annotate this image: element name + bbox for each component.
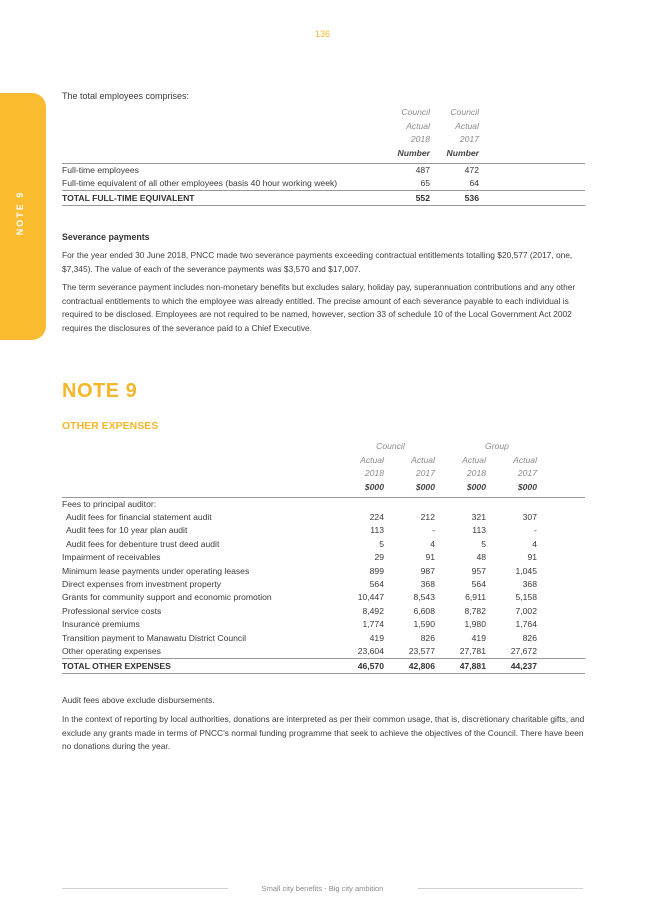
table-cell: - <box>432 525 435 536</box>
table-cell: 1,590 <box>413 619 435 630</box>
table-cell: 472 <box>464 164 479 175</box>
table-cell: 48 <box>476 552 486 563</box>
table-cell: 4 <box>430 538 435 549</box>
column-unit: $000 <box>517 481 537 492</box>
table-cell: 1,980 <box>464 619 486 630</box>
table-cell: 1,774 <box>362 619 384 630</box>
table-cell: 64 <box>469 177 479 188</box>
total-cell: 552 <box>415 193 430 204</box>
table-row-label: Professional service costs <box>62 605 162 616</box>
note9-paragraph-1: Audit fees above exclude disbursements. <box>62 695 215 705</box>
column-header: 2017 <box>415 467 435 478</box>
side-tab-label: NOTE 9 <box>15 190 25 236</box>
table-cell: 8,543 <box>413 592 435 603</box>
total-cell: 46,570 <box>357 661 384 672</box>
table-row-label: Audit fees for 10 year plan audit <box>66 525 188 536</box>
table-cell: 6,608 <box>413 605 435 616</box>
column-header: 2018 <box>466 467 486 478</box>
table-row-label: Minimum lease payments under operating leases <box>62 565 250 576</box>
employees-intro: The total employees comprises: <box>62 91 190 101</box>
table-row-label: Audit fees for financial statement audit <box>66 511 212 522</box>
table-cell: 419 <box>369 632 384 643</box>
table-cell: 564 <box>369 579 384 589</box>
table-cell: 113 <box>472 525 486 536</box>
table-cell: - <box>534 525 537 536</box>
table-cell: 368 <box>522 579 537 589</box>
total-cell: 47,881 <box>459 661 486 672</box>
table-cell: 6,911 <box>465 592 486 603</box>
side-tab <box>0 93 46 340</box>
table-cell: 564 <box>471 579 486 589</box>
emp-header: 2018 <box>410 133 430 144</box>
table-row-label: Other operating expenses <box>62 646 161 657</box>
table-cell: 224 <box>369 511 384 522</box>
table-cell: 368 <box>420 579 435 589</box>
table-cell: 212 <box>420 511 435 522</box>
total-label: TOTAL OTHER EXPENSES <box>62 661 171 672</box>
column-header: Actual <box>462 454 486 465</box>
total-cell: 42,806 <box>408 661 435 672</box>
total-label: TOTAL FULL-TIME EQUIVALENT <box>62 193 195 204</box>
column-unit: $000 <box>364 481 384 492</box>
table-cell: 826 <box>420 632 435 643</box>
table-cell: 91 <box>425 552 435 563</box>
column-unit: $000 <box>415 481 435 492</box>
table-cell: 10,447 <box>357 592 384 603</box>
emp-header: Council <box>450 107 479 118</box>
note-subtitle: OTHER EXPENSES <box>62 420 159 432</box>
table-row-label: Impairment of receivables <box>62 552 161 563</box>
column-header: Actual <box>360 454 384 465</box>
emp-header: 2017 <box>459 133 479 144</box>
table-cell: 27,672 <box>510 646 537 657</box>
table-cell: 987 <box>420 565 435 576</box>
table-row-label: Grants for community support and economic promotion <box>62 592 272 603</box>
table-row-label: Transition payment to Manawatu District Council <box>62 632 247 643</box>
employees-table <box>62 106 585 206</box>
table-cell: 91 <box>527 552 537 563</box>
table-cell: 23,577 <box>408 646 435 657</box>
column-header: 2018 <box>364 467 384 478</box>
footer-text: Small city benefits - Big city ambition <box>261 884 384 893</box>
fees-heading: Fees to principal auditor: <box>62 498 157 509</box>
table-cell: 826 <box>522 632 537 643</box>
severance-title: Severance payments <box>62 232 150 242</box>
emp-header-unit: Number <box>446 147 479 158</box>
group-header-council: Council <box>376 441 405 452</box>
table-cell: 957 <box>471 565 486 576</box>
page-number: 136 <box>314 29 331 39</box>
table-row-label: Direct expenses from investment property <box>62 579 222 589</box>
table-cell: 321 <box>471 511 486 522</box>
column-header: Actual <box>411 454 435 465</box>
table-cell: 23,604 <box>357 646 384 657</box>
table-cell: 307 <box>522 511 537 522</box>
table-cell: 113 <box>370 525 384 536</box>
note9-paragraph-2: In the context of reporting by local authorities, donations are interpreted as per their common usage, that is, discretionary charitable gifts, and exclude any grants made in terms of PNCC’s normal funding programme that seek to achieve the objectives of the Council. There have been no donations during the year. <box>62 714 585 752</box>
table-cell: 4 <box>532 538 537 549</box>
emp-header: Actual <box>455 120 479 131</box>
table-cell: 5 <box>481 538 486 549</box>
table-cell: 65 <box>420 177 430 188</box>
table-cell: 1,764 <box>515 619 537 630</box>
emp-header: Actual <box>406 120 430 131</box>
table-row-label: Full-time employees <box>62 164 139 175</box>
total-cell: 44,237 <box>510 661 537 672</box>
severance-paragraph-2: The term severance payment includes non-monetary benefits but excludes salary, holiday pay, superannuation contributions and any other contractual entitlements to which the employee was already entitled. The precise amount of each severance payable to each individual is required to be disclosed. Employees are not required to be named, however, section 33 of schedule 10 of the Local Government Act 2002 requires the disclosures of the severance paid to a Chief Executive. <box>62 282 576 333</box>
table-cell: 27,781 <box>459 646 486 657</box>
table-cell: 899 <box>369 565 384 576</box>
table-cell: 8,782 <box>464 605 486 616</box>
table-cell: 5 <box>379 538 384 549</box>
table-cell: 487 <box>415 164 430 175</box>
table-cell: 5,158 <box>515 592 537 603</box>
column-header: 2017 <box>517 467 537 478</box>
table-cell: 29 <box>374 552 384 563</box>
column-header: Actual <box>513 454 537 465</box>
emp-header-unit: Number <box>397 147 430 158</box>
total-cell: 536 <box>464 193 479 204</box>
table-cell: 1,045 <box>515 565 537 576</box>
table-row-label: Insurance premiums <box>62 619 140 630</box>
note-title: NOTE 9 <box>62 380 138 402</box>
emp-header: Council <box>401 107 430 118</box>
severance-paragraph-1: For the year ended 30 June 2018, PNCC made two severance payments exceeding contractual entitlements totalling $20,577 (2017, one, $7,345). The value of each of the severance payments was $3,570 and $17,007. <box>62 250 573 274</box>
table-row-label: Full-time equivalent of all other employees (basis 40 hour working week) <box>62 177 338 188</box>
group-header-group: Group <box>485 441 509 452</box>
table-row-label: Audit fees for debenture trust deed audit <box>66 538 220 549</box>
column-unit: $000 <box>466 481 486 492</box>
table-cell: 419 <box>471 632 486 643</box>
table-cell: 8,492 <box>362 605 384 616</box>
other-expenses-table <box>62 440 585 674</box>
table-cell: 7,002 <box>515 605 537 616</box>
